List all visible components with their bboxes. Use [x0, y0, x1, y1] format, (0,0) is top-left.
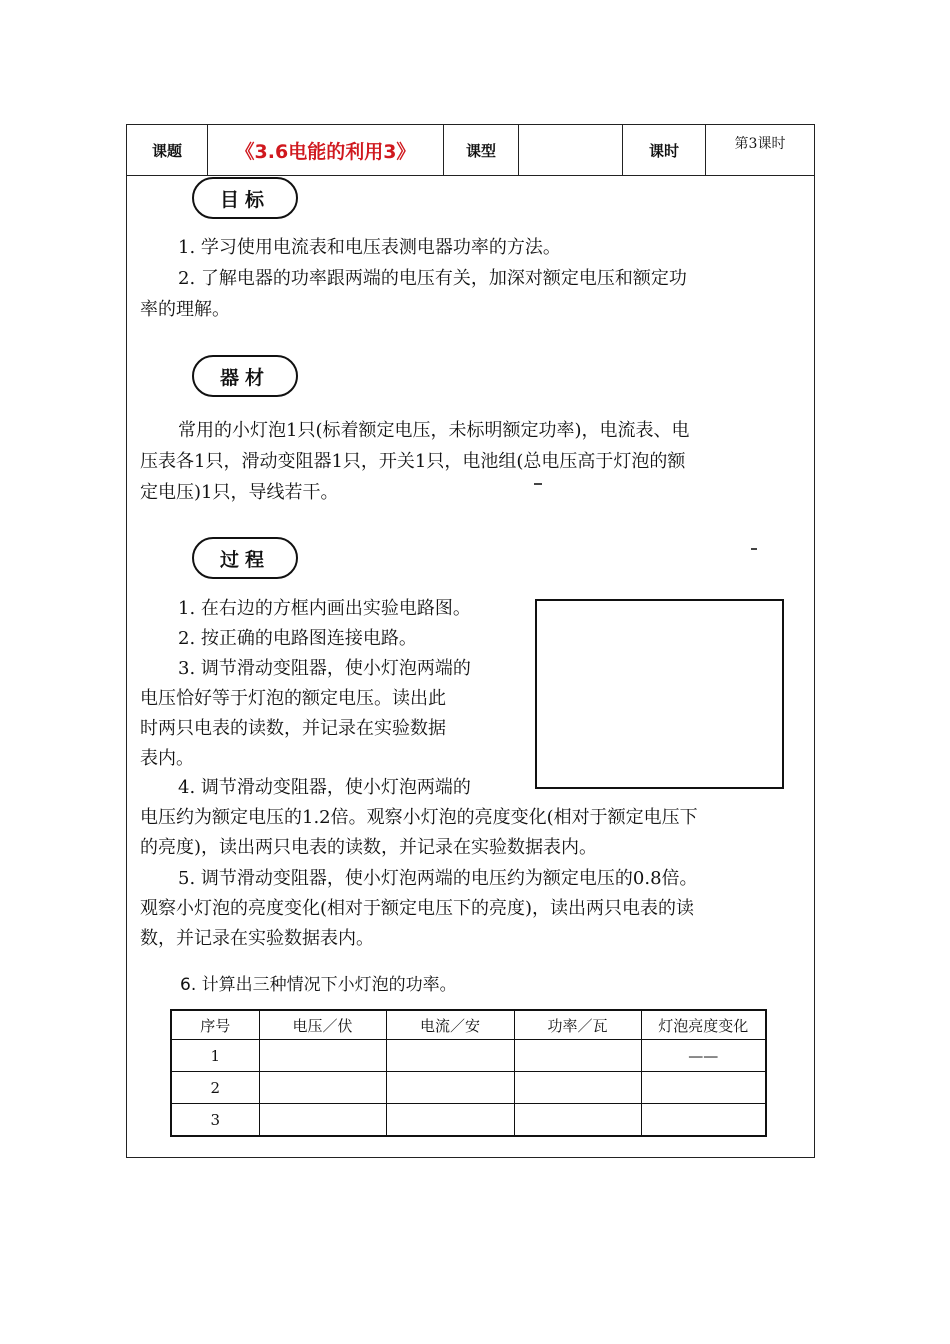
header-row — [127, 125, 814, 176]
power-cell — [514, 1072, 641, 1104]
period-value: 第3课时 — [734, 136, 786, 152]
row-index: 2 — [171, 1072, 259, 1104]
process-wide-line-3: 5. 调节滑动变阻器，使小灯泡两端的电压约为额定电压的0.8倍。 — [178, 868, 698, 889]
brightness-cell: —— — [641, 1040, 766, 1072]
table-row — [171, 1104, 766, 1137]
table-header-row — [171, 1010, 766, 1040]
scan-speck — [534, 483, 542, 485]
lesson-title: 《3.6电能的利用3》 — [208, 125, 444, 175]
process-line-5: 时两只电表的读数，并记录在实验数据 — [140, 718, 446, 739]
goal-line-1: 1. 学习使用电流表和电压表测电器功率的方法。 — [178, 237, 561, 258]
table-header: 序号 — [171, 1010, 259, 1040]
materials-heading: 器材 — [192, 355, 298, 397]
process-wide-line-1: 电压约为额定电压的1.2倍。观察小灯泡的亮度变化(相对于额定电压下 — [140, 807, 698, 828]
process-line-4: 电压恰好等于灯泡的额定电压。读出此 — [140, 688, 446, 709]
scan-speck — [751, 548, 757, 550]
voltage-cell — [259, 1040, 386, 1072]
process-line-1: 1. 在右边的方框内画出实验电路图。 — [178, 598, 471, 619]
topic-label: 课题 — [127, 125, 208, 175]
data-table — [170, 1009, 767, 1137]
process-line-6: 表内。 — [140, 748, 194, 769]
process-line-2: 2. 按正确的电路图连接电路。 — [178, 628, 417, 649]
materials-line-2: 压表各1只，滑动变阻器1只，开关1只，电池组(总电压高于灯泡的额 — [140, 451, 686, 472]
current-cell — [386, 1072, 514, 1104]
brightness-cell — [641, 1072, 766, 1104]
goal-line-3: 率的理解。 — [140, 299, 230, 320]
process-wide-line-2: 的亮度)，读出两只电表的读数，并记录在实验数据表内。 — [140, 837, 598, 858]
period-label: 课时 — [623, 125, 706, 175]
process-wide-line-5: 数，并记录在实验数据表内。 — [140, 928, 374, 949]
table-row — [171, 1040, 766, 1072]
process-line-7: 4. 调节滑动变阻器，使小灯泡两端的 — [178, 777, 471, 798]
table-header: 灯泡亮度变化 — [641, 1010, 766, 1040]
voltage-cell — [259, 1072, 386, 1104]
power-cell — [514, 1104, 641, 1137]
current-cell — [386, 1040, 514, 1072]
materials-line-3: 定电压)1只，导线若干。 — [140, 482, 339, 503]
process-step-6: 6. 计算出三种情况下小灯泡的功率。 — [180, 975, 457, 995]
table-header: 功率／瓦 — [514, 1010, 641, 1040]
goals-heading: 目标 — [192, 177, 298, 219]
process-line-3: 3. 调节滑动变阻器，使小灯泡两端的 — [178, 658, 471, 679]
row-index: 3 — [171, 1104, 259, 1137]
power-cell — [514, 1040, 641, 1072]
table-header: 电压／伏 — [259, 1010, 386, 1040]
row-index: 1 — [171, 1040, 259, 1072]
brightness-cell — [641, 1104, 766, 1137]
table-header: 电流／安 — [386, 1010, 514, 1040]
circuit-drawing-box — [535, 599, 784, 789]
goal-line-2: 2. 了解电器的功率跟两端的电压有关，加深对额定电压和额定功 — [178, 268, 687, 289]
type-value — [519, 125, 623, 175]
voltage-cell — [259, 1104, 386, 1137]
process-wide-line-4: 观察小灯泡的亮度变化(相对于额定电压下的亮度)，读出两只电表的读 — [140, 898, 695, 919]
current-cell — [386, 1104, 514, 1137]
materials-line-1: 常用的小灯泡1只(标着额定电压，未标明额定功率)，电流表、电 — [178, 420, 690, 441]
type-label: 课型 — [444, 125, 519, 175]
process-heading: 过程 — [192, 537, 298, 579]
table-row — [171, 1072, 766, 1104]
